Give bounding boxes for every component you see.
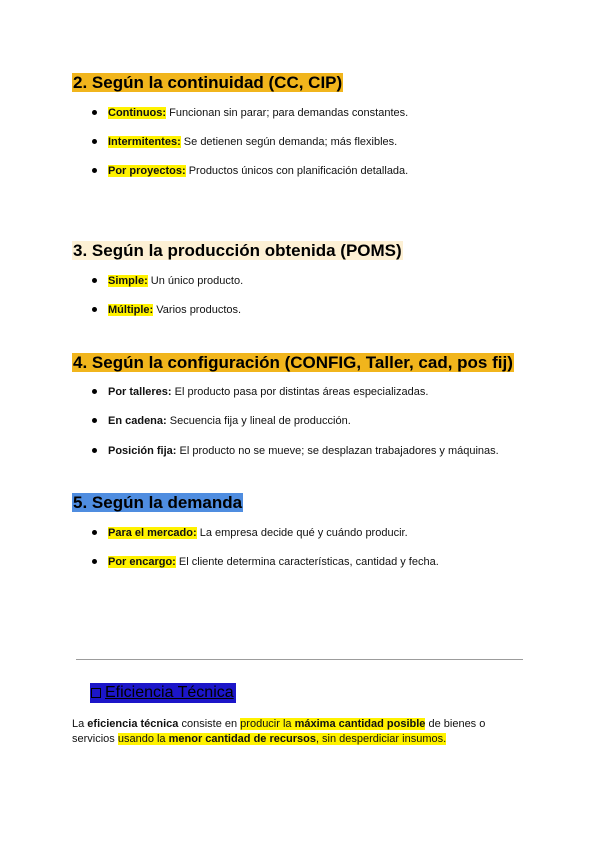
list-item: Continuos: Funcionan sin parar; para demandas constantes. [92,106,408,120]
list-item: Simple: Un único producto. [92,274,243,288]
bullet-icon [92,559,97,564]
bullet-icon [92,168,97,173]
list-item: Por proyectos: Productos únicos con planificación detallada. [92,164,408,178]
list-item: Múltiple: Varios productos. [92,303,241,317]
horizontal-divider [76,659,523,660]
bullet-icon [92,307,97,312]
section-heading-demanda: 5. Según la demanda [73,493,243,512]
efficiency-paragraph: La eficiencia técnica consiste en producir la máxima cantidad posible de bienes o servicios usando la menor cantidad de recursos, sin desperdiciar insumos. [72,718,486,745]
bullet-icon [92,278,97,283]
bullet-icon [92,389,97,394]
bullet-icon [92,448,97,453]
list-item: En cadena: Secuencia fija y lineal de producción. [92,414,351,428]
bullet-icon [92,110,97,115]
efficiency-title-link[interactable]: Eficiencia Técnica [90,683,236,703]
section-heading-configuracion: 4. Según la configuración (CONFIG, Taller, cad, pos fij) [73,353,513,372]
bullet-icon [92,530,97,535]
bullet-icon [92,418,97,423]
section-heading-continuidad: 2. Según la continuidad (CC, CIP) [73,73,343,92]
bullet-icon [92,139,97,144]
list-item: Para el mercado: La empresa decide qué y cuándo producir. [92,526,408,540]
checkbox-icon [91,688,101,698]
list-item: Por talleres: El producto pasa por distintas áreas especializadas. [92,385,428,399]
list-item: Por encargo: El cliente determina características, cantidad y fecha. [92,555,439,569]
section-heading-produccion: 3. Según la producción obtenida (POMS) [73,241,402,260]
list-item: Posición fija: El producto no se mueve; se desplazan trabajadores y máquinas. [92,444,499,458]
list-item: Intermitentes: Se detienen según demanda; más flexibles. [92,135,397,149]
